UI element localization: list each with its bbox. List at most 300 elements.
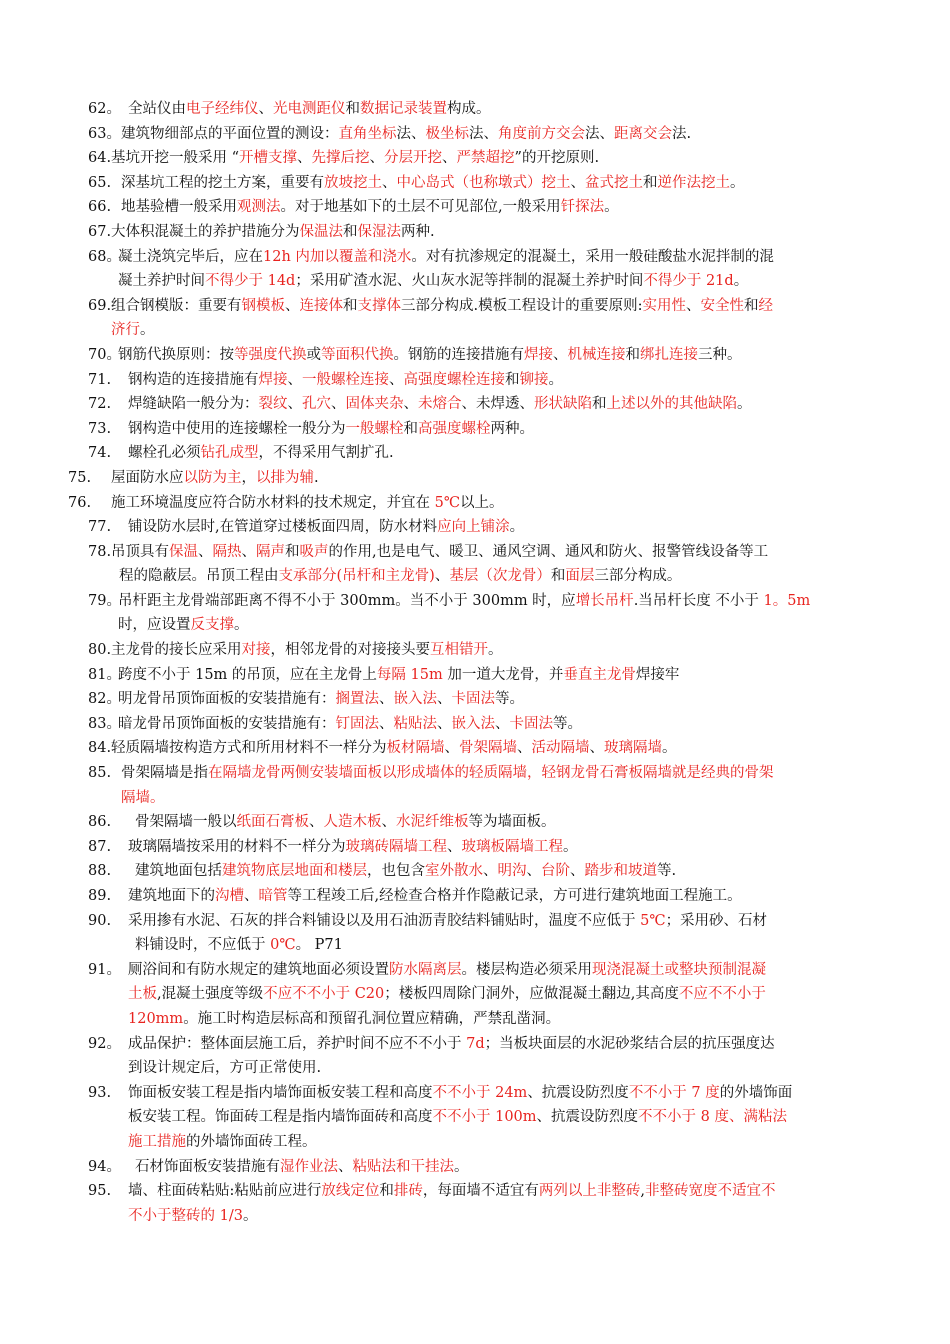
text-segment: 和 [403, 420, 418, 437]
item-number: 90. [88, 912, 112, 929]
text-line [111, 294, 888, 319]
text-line [118, 269, 888, 294]
highlighted-term: 沟槽 [215, 888, 244, 904]
item-number: 75. [68, 469, 92, 486]
text-line [128, 368, 888, 393]
text-segment: 地基验槽一般采用 [121, 199, 237, 216]
highlighted-term: 安全性 [700, 297, 744, 314]
item-text [111, 540, 888, 589]
text-segment: 、 [517, 740, 532, 757]
highlighted-term: 排砖 [393, 1183, 423, 1200]
highlighted-term: 两列以上非整砖 [538, 1183, 641, 1200]
highlighted-term: 明沟 [497, 863, 527, 880]
text-segment: 饰面板安装工程是指内墙饰面板安装工程和高度 [128, 1084, 433, 1101]
text-segment: 、 [437, 691, 452, 708]
item-number: 65. [88, 174, 112, 191]
highlighted-term: 隔墙。 [121, 789, 165, 806]
text-segment: 钢构造中使用的连接螺栓一般分为 [128, 420, 346, 437]
text-line [121, 122, 888, 147]
text-segment: 、 [570, 174, 585, 191]
highlighted-term: 踏步和坡道 [584, 863, 657, 880]
highlighted-term: 角度前方交会 [498, 125, 585, 142]
highlighted-term: 不小于整砖的 1/3 [128, 1207, 243, 1224]
item-text [135, 810, 888, 835]
list-item [0, 1179, 950, 1228]
highlighted-term: 等强度代换 [234, 346, 307, 363]
text-segment: 法、 [585, 125, 614, 142]
text-segment: 吊杆距主龙骨端部距离不得不小于 300mm。当不小于 300mm 时，应 [118, 592, 576, 609]
text-line [118, 663, 888, 688]
list-item [0, 1081, 950, 1155]
highlighted-term: 裂纹 [258, 396, 288, 413]
highlighted-term: 高强度螺栓 [418, 420, 491, 437]
highlighted-term: 钎探法 [560, 199, 605, 216]
highlighted-term: 7d [466, 1035, 485, 1052]
item-text [118, 712, 888, 737]
text-segment: 时，应设置 [118, 617, 191, 634]
text-line [128, 441, 888, 466]
list-item [0, 884, 950, 909]
highlighted-term: 不得少于 21d [643, 273, 734, 290]
item-text [111, 638, 888, 663]
item-number: 87. [88, 838, 112, 855]
text-line [111, 564, 888, 589]
list-item [0, 491, 950, 516]
text-line [135, 859, 888, 884]
highlighted-term: 钻孔成型 [200, 445, 259, 462]
item-number: 95. [88, 1183, 112, 1200]
text-segment: 的外墙饰面砖工程。 [186, 1133, 317, 1150]
highlighted-term: 粘贴法和干挂法 [352, 1158, 454, 1175]
item-text [128, 441, 888, 466]
text-segment: 、 [285, 297, 300, 314]
list-item [0, 589, 950, 638]
item-text [118, 663, 888, 688]
highlighted-term: 支撑体 [357, 297, 401, 314]
highlighted-term: 基层（次龙骨） [449, 568, 551, 585]
text-line [128, 909, 888, 934]
highlighted-term: 对接 [241, 642, 271, 659]
text-segment: 钢构造的连接措施有 [128, 371, 259, 388]
text-line [111, 540, 888, 565]
text-segment: 程的隐蔽层。吊顶工程由 [119, 568, 279, 585]
highlighted-term: 距离交会 [614, 125, 672, 142]
text-segment: 等工程竣工后,经检查合格并作隐蔽记录，方可进行建筑地面工程施工。 [287, 888, 742, 904]
text-segment: 暗龙骨吊顶饰面板的安装措施有： [118, 715, 336, 732]
text-line [118, 687, 888, 712]
list-item [0, 122, 950, 147]
highlighted-term: 非整砖宽度不适宜不 [645, 1183, 776, 1200]
text-segment: ；当板块面层的水泥砂浆结合层的抗压强度达 [484, 1035, 775, 1052]
text-segment: 凝土养护时间 [118, 273, 205, 290]
text-segment: 。对有抗渗规定的混凝土，采用一般硅酸盐水泥拌制的混 [411, 248, 774, 265]
highlighted-term: 板材隔墙 [386, 740, 445, 757]
highlighted-term: 0℃ [270, 937, 296, 954]
highlighted-term: 放坡挖土 [324, 174, 382, 191]
text-segment: 吊顶具有 [111, 543, 169, 560]
text-segment: 三部分构成.模板工程设计的重要原则: [401, 297, 643, 314]
item-number: 79。 [88, 592, 121, 609]
text-segment: ，相邻龙骨的对接接头要 [270, 642, 430, 659]
item-number: 62。 [88, 101, 121, 117]
text-segment: 跨度不小于 15m 的吊顶，应在主龙骨上 [118, 666, 377, 683]
highlighted-term: 应向上铺涂 [437, 519, 510, 536]
highlighted-term: 放线定位 [321, 1183, 380, 1200]
highlighted-term: 骨架隔墙 [459, 740, 517, 757]
list-item [0, 835, 950, 860]
highlighted-term: 绑扎连接 [640, 346, 698, 363]
text-segment: 和 [643, 174, 658, 191]
text-segment: ，不得采用气割扩孔. [258, 445, 394, 462]
text-segment: 。 [234, 617, 249, 634]
text-segment: 、 [244, 888, 259, 904]
list-item [0, 294, 950, 343]
text-segment: . [314, 469, 319, 486]
text-segment: 和 [345, 101, 360, 117]
text-segment: 、 [382, 174, 397, 191]
text-line [128, 1204, 888, 1229]
list-item [0, 909, 950, 958]
item-text [111, 736, 888, 761]
text-segment: 、 [553, 346, 568, 363]
text-segment: ”的开挖原则. [514, 150, 600, 167]
highlighted-term: 观测法 [237, 199, 281, 216]
highlighted-term: 一般螺栓 [345, 420, 404, 437]
text-segment: 、 [258, 101, 273, 117]
list-item [0, 712, 950, 737]
text-segment: 。 [509, 519, 525, 536]
text-segment: 和 [505, 371, 520, 388]
item-number: 71. [88, 371, 112, 388]
text-segment: 屋面防水应 [111, 469, 184, 486]
text-segment: 或 [306, 346, 321, 363]
item-number: 86. [88, 814, 112, 831]
text-segment: 螺栓孔必须 [128, 445, 201, 462]
text-segment: 骨架隔墙一般以 [135, 814, 237, 831]
text-segment: 、 [331, 396, 346, 413]
item-number: 80. [88, 642, 112, 659]
text-segment: 厕浴间和有防水规定的建筑地面必须设置 [128, 961, 389, 978]
text-segment: 采用掺有水泥、石灰的拌合料铺设以及用石油沥青胶结料铺贴时，温度不应低于 [128, 912, 641, 929]
highlighted-term: 中心岛式（也称墩式）挖土 [396, 174, 571, 191]
text-segment: 构成。 [447, 101, 491, 117]
text-line [128, 97, 888, 122]
highlighted-term: 隔热 [212, 543, 242, 560]
text-segment: .当吊杆长度 不小于 [633, 592, 764, 609]
highlighted-term: 焊接 [524, 346, 553, 363]
text-segment: 料铺设时，不应低于 [135, 937, 271, 954]
highlighted-term: 分层开挖 [384, 150, 443, 167]
highlighted-term: 120mm [128, 1010, 184, 1027]
text-line [135, 1155, 888, 1180]
highlighted-term: 增长吊杆 [575, 592, 634, 609]
text-segment: 钢筋代换原则：按 [118, 346, 234, 363]
item-number: 89. [88, 888, 112, 904]
text-segment: 基坑开挖一般采用 “ [111, 150, 240, 167]
text-line [111, 638, 888, 663]
text-segment: 、 [309, 814, 324, 831]
text-line [128, 515, 888, 540]
text-segment: 骨架隔墙是指 [121, 765, 208, 782]
list-item [0, 540, 950, 589]
text-line [128, 392, 888, 417]
item-number: 78. [88, 543, 112, 560]
text-segment: 等为墙面板。 [468, 814, 556, 831]
text-segment: 、 [198, 543, 213, 560]
text-segment: 两种。 [490, 420, 534, 437]
text-segment: 石材饰面板安装措施有 [135, 1158, 280, 1175]
item-number: 76. [68, 494, 92, 511]
highlighted-term: 垂直主龙骨 [563, 666, 636, 683]
highlighted-term: 建筑物底层地面和楼层 [222, 863, 367, 880]
list-item [0, 958, 950, 1032]
highlighted-term: 保温 [169, 543, 198, 560]
highlighted-term: 连接体 [299, 297, 343, 314]
text-segment: 。 [242, 1207, 258, 1224]
list-item [0, 859, 950, 884]
text-segment: 和 [550, 568, 566, 585]
text-line [121, 761, 888, 786]
highlighted-term: 反支撑 [190, 617, 234, 634]
highlighted-term: 玻璃板隔墙工程 [461, 838, 563, 855]
text-segment: 三部分构成。 [594, 568, 682, 585]
highlighted-term: 湿作业法 [280, 1158, 338, 1175]
highlighted-term: 等面积代换 [321, 346, 394, 363]
item-number: 64. [88, 150, 112, 167]
text-segment: 、 [379, 715, 394, 732]
text-segment: 、抗震设防烈度 [536, 1109, 639, 1126]
list-item [0, 736, 950, 761]
text-segment: ；采用矿渣水泥、火山灰水泥等拌制的混凝土养护时间 [295, 273, 644, 290]
text-line [128, 982, 888, 1007]
item-number: 82。 [88, 691, 121, 708]
text-segment: 墙、柱面砖粘贴:粘贴前应进行 [128, 1183, 322, 1200]
text-line [128, 417, 888, 442]
text-segment: ；楼板四周除门洞外，应做混凝土翻边,其高度 [384, 986, 679, 1003]
highlighted-term: 12h 内加以覆盖和浇水 [263, 248, 412, 265]
highlighted-term: 电子经纬仪 [186, 101, 259, 117]
text-line [121, 195, 888, 220]
highlighted-term: 保湿法 [357, 223, 401, 240]
highlighted-term: 济行 [111, 322, 140, 339]
text-segment: , [640, 1183, 645, 1200]
highlighted-term: 不不小于 7 度 [628, 1084, 720, 1101]
highlighted-term: 钢模板 [241, 297, 285, 314]
text-segment: ,混凝土强度等级 [157, 986, 264, 1003]
text-line [118, 343, 888, 368]
text-segment: 和 [343, 223, 358, 240]
item-number: 88. [88, 863, 112, 880]
highlighted-term: 极坐标 [425, 125, 469, 142]
item-text [128, 1081, 888, 1155]
text-segment: 焊缝缺陷一般分为： [128, 396, 259, 413]
item-number: 91。 [88, 961, 121, 978]
text-segment: 深基坑工程的挖土方案，重要有 [121, 174, 324, 191]
item-text [128, 417, 888, 442]
item-text [118, 687, 888, 712]
list-item [0, 392, 950, 417]
highlighted-term: 玻璃隔墙 [604, 740, 662, 757]
text-segment: 成品保护：整体面层施工后，养护时间不应不不小于 [128, 1035, 467, 1052]
highlighted-term: 5℃ [434, 494, 461, 511]
highlighted-term: 卡固法 [451, 691, 495, 708]
highlighted-term: 互相错开 [430, 642, 488, 659]
text-segment: 。 [563, 838, 578, 855]
text-segment: 和 [744, 297, 759, 314]
text-segment: 铺设防水层时,在管道穿过楼板面四周，防水材料 [128, 519, 438, 536]
text-line [111, 736, 888, 761]
text-segment: 的作用,也是电气、暖卫、通风空调、通风和防火、报警管线设备等工 [328, 543, 769, 560]
text-segment: 、 [437, 715, 452, 732]
highlighted-term: 不应不不小于 C20 [263, 986, 385, 1003]
item-text [118, 589, 888, 638]
item-text [111, 220, 888, 245]
highlighted-term: 吸声 [299, 543, 329, 560]
text-segment: 、 [297, 150, 312, 167]
text-line [121, 786, 888, 811]
text-line [128, 884, 888, 909]
text-segment: ；采用砂、石材 [665, 912, 768, 929]
list-item [0, 195, 950, 220]
text-segment: 的外墙饰面 [719, 1084, 793, 1101]
highlighted-term: 未熔合 [418, 396, 462, 413]
highlighted-term: 支承部分(吊杆和主龙骨) [278, 568, 435, 585]
text-segment: 和 [285, 543, 300, 560]
highlighted-term: 直角坐标 [338, 125, 397, 142]
text-line [128, 1105, 888, 1130]
text-segment: 到设计规定后，方可正常使用. [128, 1060, 322, 1077]
highlighted-term: 严禁超挖 [456, 150, 515, 167]
item-text [128, 515, 888, 540]
text-line [111, 466, 888, 491]
highlighted-term: 不得少于 14d [205, 273, 296, 290]
text-segment: 。 [730, 174, 745, 191]
highlighted-term: 暗管 [258, 888, 288, 904]
text-line [118, 589, 888, 614]
text-line [111, 220, 888, 245]
item-text [121, 171, 888, 196]
item-number: 81。 [88, 666, 121, 683]
item-text [128, 1179, 888, 1228]
text-line [128, 933, 888, 958]
text-segment: 大体积混凝土的养护措施分为 [111, 223, 300, 240]
list-item [0, 663, 950, 688]
text-segment: 法. [672, 125, 692, 142]
item-text [128, 392, 888, 417]
highlighted-term: 以防为主 [183, 469, 242, 486]
item-text [121, 122, 888, 147]
text-line [118, 613, 888, 638]
item-text [111, 294, 888, 343]
highlighted-term: 水泥纤维板 [396, 814, 469, 831]
text-segment: 法、 [469, 125, 498, 142]
text-segment: 明龙骨吊顶饰面板的安装措施有： [118, 691, 336, 708]
list-item [0, 761, 950, 810]
highlighted-term: 实用性 [642, 297, 686, 314]
text-segment: 组合钢模版：重要有 [111, 297, 242, 314]
highlighted-term: 活动隔墙 [531, 740, 590, 757]
item-text [128, 884, 888, 909]
text-segment: 、 [444, 740, 459, 757]
text-line [118, 712, 888, 737]
text-segment: 以上。 [460, 494, 504, 511]
item-number: 74. [88, 445, 112, 462]
highlighted-term: 保温法 [299, 223, 343, 240]
highlighted-term: 搁置法 [335, 691, 379, 708]
highlighted-term: 不不小于 8 度、满粘法 [638, 1109, 787, 1126]
list-item [0, 417, 950, 442]
text-line [111, 146, 888, 171]
text-segment: 。 [140, 322, 155, 339]
text-segment: 。钢筋的连接措施有 [393, 346, 524, 363]
text-line [128, 835, 888, 860]
highlighted-term: 在隔墙龙骨两侧安装墙面板以形成墙体的轻质隔墙，轻钢龙骨石膏板隔墙就是经典的骨架 [208, 765, 774, 782]
text-segment: 凝土浇筑完毕后，应在 [118, 248, 263, 265]
highlighted-term: 防水隔离层 [389, 961, 462, 978]
item-text [135, 1155, 888, 1180]
item-text [128, 909, 888, 958]
highlighted-term: 现浇混凝土或整块预制混凝 [592, 961, 766, 978]
text-segment: 、 [338, 1158, 353, 1175]
highlighted-term: 粘贴法 [393, 715, 437, 732]
text-segment: 。 [604, 199, 619, 216]
list-item [0, 687, 950, 712]
item-number: 67. [88, 223, 112, 240]
item-text [121, 761, 888, 810]
highlighted-term: 固体夹杂 [345, 396, 404, 413]
text-segment: 和 [625, 346, 640, 363]
highlighted-term: 光电测距仪 [273, 101, 346, 117]
text-segment: 、 [403, 396, 418, 413]
text-segment: 。 P71 [295, 937, 343, 954]
text-segment: 、 [686, 297, 701, 314]
list-item [0, 466, 950, 491]
item-text [121, 195, 888, 220]
highlighted-term: 先撑后挖 [311, 150, 370, 167]
highlighted-term: 人造木板 [323, 814, 382, 831]
text-segment: 轻质隔墙按构造方式和所用材料不一样分为 [111, 740, 387, 757]
text-line [128, 1081, 888, 1106]
highlighted-term: 数据记录装置 [360, 101, 447, 117]
highlighted-term: 卡固法 [509, 715, 553, 732]
highlighted-term: 纸面石膏板 [236, 814, 309, 831]
text-segment: 、 [379, 691, 394, 708]
text-segment: 、 [447, 838, 462, 855]
list-item [0, 638, 950, 663]
item-number: 66. [88, 199, 112, 216]
highlighted-term: 一般螺栓连接 [302, 371, 389, 388]
list-item [0, 171, 950, 196]
text-segment: 施工环境温度应符合防水材料的技术规定，并宜在 [111, 494, 435, 511]
highlighted-term: 嵌入法 [451, 715, 495, 732]
item-number: 77. [88, 519, 112, 536]
highlighted-term: 不不小于 24m [432, 1084, 528, 1101]
text-segment: 、 [589, 740, 604, 757]
text-segment: 、 [495, 715, 510, 732]
item-number: 68。 [88, 248, 121, 265]
item-number: 94。 [88, 1158, 121, 1175]
list-item [0, 97, 950, 122]
text-segment: 、 [434, 568, 450, 585]
item-number: 72. [88, 396, 112, 413]
highlighted-term: 玻璃砖隔墙工程 [345, 838, 447, 855]
text-line [128, 1032, 888, 1057]
highlighted-term: 隔声 [256, 543, 285, 560]
highlighted-term: 5℃ [640, 912, 666, 929]
text-line [128, 1056, 888, 1081]
text-segment: 建筑地面包括 [135, 863, 222, 880]
text-segment: 。 [662, 740, 677, 757]
